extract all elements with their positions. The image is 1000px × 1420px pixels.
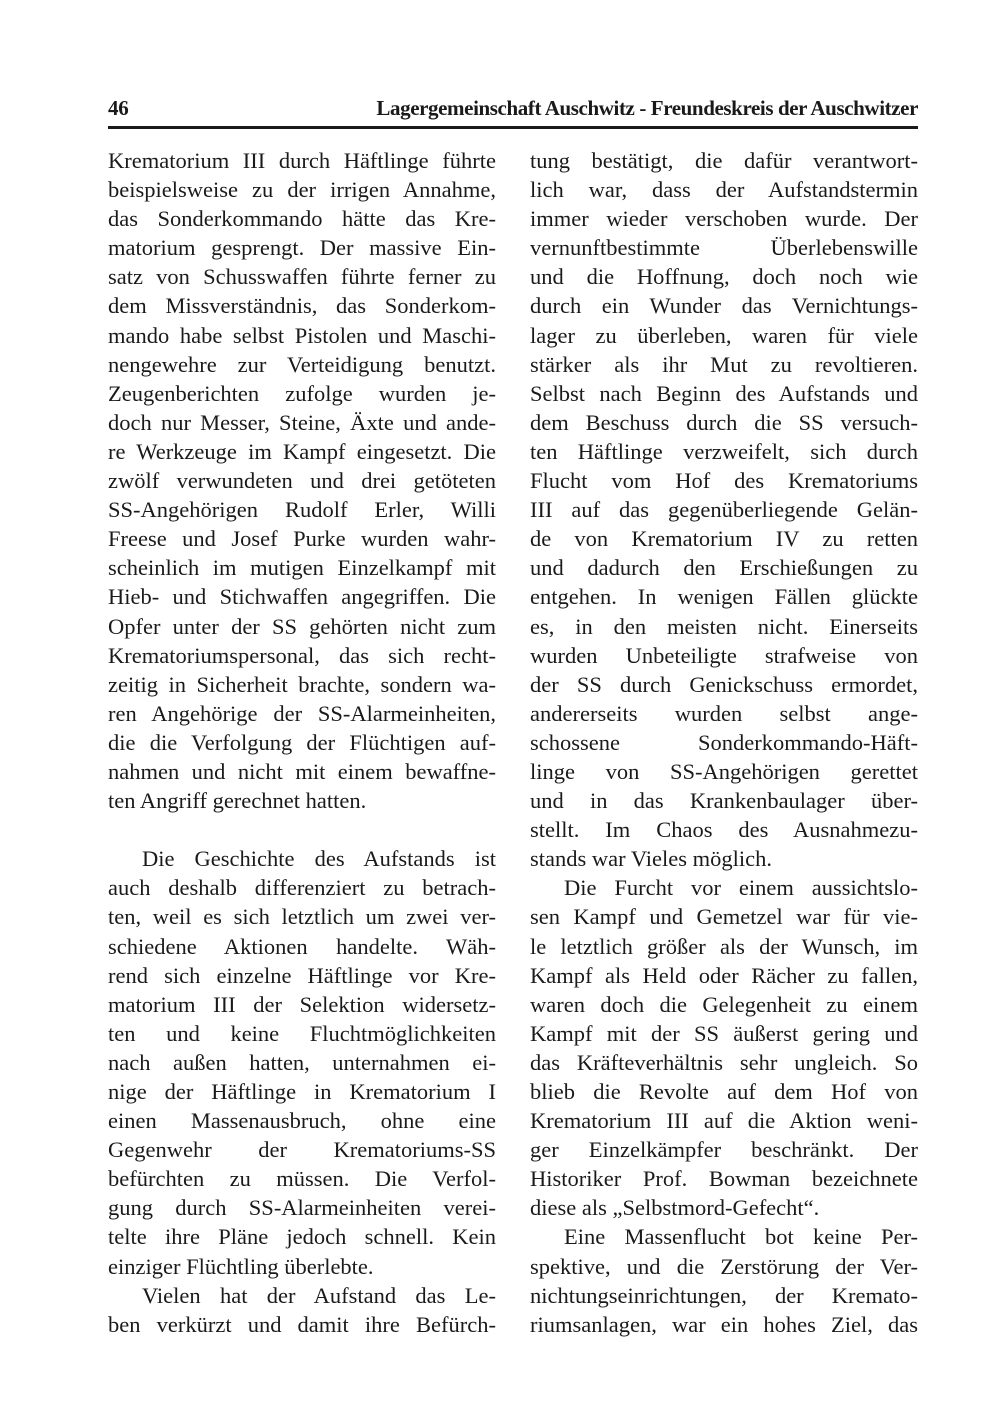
text-line: nige der Häftlinge in Krematorium I: [108, 1079, 496, 1104]
text-line: und die Hoffnung, doch noch wie: [530, 264, 918, 290]
text-line: matorium III der Selektion widersetz-: [108, 991, 496, 1017]
running-title: Lagergemeinschaft Auschwitz - Freundeskreis der Auschwitzer: [376, 96, 918, 120]
text-line: entgehen. In wenigen Fällen glückte: [530, 584, 918, 610]
text-line: das Kräfteverhältnis sehr ungleich. So: [530, 1049, 918, 1075]
text-line: auch deshalb differenziert zu betrach-: [108, 875, 496, 901]
text-line: es, in den meisten nicht. Einerseits: [530, 613, 918, 639]
text-line: das Sonderkommando hätte das Kre-: [108, 206, 496, 232]
text-line: waren doch die Gelegenheit zu einem: [530, 991, 918, 1017]
text-line: telte ihre Pläne jedoch schnell. Kein: [108, 1224, 496, 1250]
text-line: ten und keine Fluchtmöglichkeiten: [108, 1020, 496, 1046]
text-line: einen Massenausbruch, ohne eine: [108, 1108, 496, 1134]
text-line: die die Verfolgung der Flüchtigen auf-: [108, 729, 496, 755]
page-header: [108, 96, 918, 130]
text-line: spektive, und die Zerstörung der Ver-: [530, 1253, 918, 1279]
text-line: Eine Massenflucht bot keine Per-: [564, 1224, 918, 1250]
text-line: nichtungseinrichtungen, der Kremato-: [530, 1282, 918, 1308]
text-line: nahmen und nicht mit einem bewaffne-: [108, 758, 496, 784]
text-line: linge von SS-Angehörigen gerettet: [530, 758, 918, 784]
paragraph: [530, 873, 918, 1222]
paragraph: [108, 1281, 496, 1339]
text-line: der SS durch Genickschuss ermordet,: [530, 671, 918, 697]
text-line: befürchten zu müssen. Die Verfol-: [108, 1166, 496, 1192]
left-column: [108, 146, 496, 1339]
text-line: schiedene Aktionen handelte. Wäh-: [108, 933, 496, 959]
text-line: Die Geschichte des Aufstands ist: [142, 846, 496, 872]
text-line: lager zu überleben, waren für viele: [530, 322, 918, 348]
header-rule: [108, 126, 918, 129]
text-line: ten Häftlinge verzweifelt, sich durch: [530, 438, 918, 464]
text-line: schossene Sonderkommando-Häft-: [530, 729, 918, 755]
text-line: Opfer unter der SS gehörten nicht zum: [108, 613, 496, 639]
text-line: und dadurch den Erschießungen zu: [530, 555, 918, 581]
text-line: zwölf verwundeten und drei getöteten: [108, 468, 496, 494]
text-line: ren Angehörige der SS-Alarmeinheiten,: [108, 700, 496, 726]
text-line: diese als „Selbstmord-Gefecht“.: [530, 1195, 820, 1221]
text-line: Freese und Josef Purke wurden wahr-: [108, 526, 496, 552]
paragraph: [108, 844, 496, 1280]
text-line: Gegenwehr der Krematoriums-SS: [108, 1137, 496, 1163]
text-line: III auf das gegenüberliegende Gelän-: [530, 497, 918, 523]
text-line: Flucht vom Hof des Krematoriums: [530, 468, 918, 494]
text-line: lich war, dass der Aufstandstermin: [530, 177, 918, 203]
text-line: re Werkzeuge im Kampf eingesetzt. Die: [108, 438, 496, 464]
text-line: ten, weil es sich letztlich um zwei ver-: [108, 904, 496, 930]
paragraph: [108, 146, 496, 815]
text-line: rend sich einzelne Häftlinge vor Kre-: [108, 962, 496, 988]
text-line: beispielsweise zu der irrigen Annahme,: [108, 177, 496, 203]
text-line: blieb die Revolte auf dem Hof von: [530, 1079, 918, 1104]
text-line: dem Beschuss durch die SS versuch-: [530, 409, 918, 435]
text-line: vernunftbestimmte Überlebenswille: [530, 235, 918, 261]
text-line: Die Furcht vor einem aussichtslo-: [564, 875, 918, 901]
text-line: satz von Schusswaffen führte ferner zu: [108, 264, 496, 290]
text-line: Krematorium III durch Häftlinge führte: [108, 148, 496, 173]
text-line: Krematoriumspersonal, das sich recht-: [108, 642, 496, 668]
text-line: stands war Vieles möglich.: [530, 846, 772, 872]
paragraph: [530, 1222, 918, 1338]
text-line: und in das Krankenbaulager über-: [530, 788, 918, 814]
right-column: [530, 146, 918, 1339]
text-line: Kampf mit der SS äußerst gering und: [530, 1020, 918, 1046]
text-line: durch ein Wunder das Vernichtungs-: [530, 293, 918, 319]
text-line: gung durch SS-Alarmeinheiten verei-: [108, 1195, 496, 1221]
text-line: zeitig in Sicherheit brachte, sondern wa-: [108, 671, 496, 697]
text-line: nengewehre zur Verteidigung benutzt.: [108, 351, 496, 377]
text-line: einziger Flüchtling überlebte.: [108, 1253, 374, 1279]
paragraph-spacer: [108, 815, 496, 844]
text-line: ben verkürzt und damit ihre Befürch-: [108, 1311, 496, 1337]
text-line: Kampf als Held oder Rächer zu fallen,: [530, 962, 918, 988]
text-line: SS-Angehörigen Rudolf Erler, Willi: [108, 497, 496, 523]
text-line: Historiker Prof. Bowman bezeichnete: [530, 1166, 918, 1192]
text-line: nach außen hatten, unternahmen ei-: [108, 1049, 496, 1075]
text-line: dem Missverständnis, das Sonderkom-: [108, 293, 496, 319]
text-line: Selbst nach Beginn des Aufstands und: [530, 380, 918, 406]
text-line: scheinlich im mutigen Einzelkampf mit: [108, 555, 496, 581]
text-line: de von Krematorium IV zu retten: [530, 526, 918, 552]
text-line: Zeugenberichten zufolge wurden je-: [108, 380, 496, 406]
text-line: stärker als ihr Mut zu revoltieren.: [530, 351, 918, 377]
text-line: sen Kampf und Gemetzel war für vie-: [530, 904, 918, 930]
paragraph: [530, 146, 918, 873]
text-line: le letztlich größer als der Wunsch, im: [530, 933, 918, 959]
page-number: 46: [108, 96, 129, 120]
text-line: andererseits wurden selbst ange-: [530, 700, 918, 726]
text-line: riumsanlagen, war ein hohes Ziel, das: [530, 1311, 918, 1337]
text-line: tung bestätigt, die dafür verantwort-: [530, 148, 918, 173]
text-line: stellt. Im Chaos des Ausnahmezu-: [530, 817, 918, 843]
text-line: Hieb- und Stichwaffen angegriffen. Die: [108, 584, 496, 610]
text-line: immer wieder verschoben wurde. Der: [530, 206, 918, 232]
text-line: Krematorium III auf die Aktion weni-: [530, 1108, 918, 1134]
text-line: wurden Unbeteiligte strafweise von: [530, 642, 918, 668]
text-line: Vielen hat der Aufstand das Le-: [142, 1282, 496, 1308]
text-line: doch nur Messer, Steine, Äxte und ande-: [108, 409, 496, 435]
text-line: matorium gesprengt. Der massive Ein-: [108, 235, 496, 261]
text-line: ten Angriff gerechnet hatten.: [108, 788, 367, 814]
text-line: ger Einzelkämpfer beschränkt. Der: [530, 1137, 918, 1163]
text-line: mando habe selbst Pistolen und Maschi-: [108, 322, 496, 348]
